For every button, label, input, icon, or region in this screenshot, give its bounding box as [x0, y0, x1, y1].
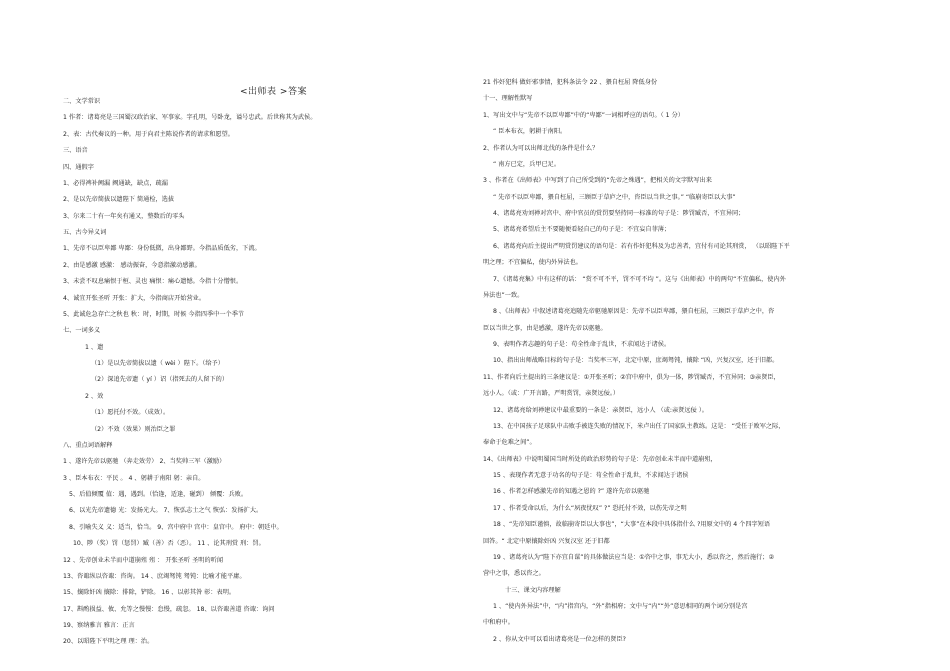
text-line: 14、《出师表》中说明蜀国当时所处的政治形势的句子是：先帝创业未半而中道崩殂，: [483, 455, 717, 463]
text-line: “ 臣本布衣，躬耕于南阳。: [493, 128, 567, 136]
text-line: 2、表：古代奏议的一种。用于向君主陈说作者的请求和愿望。: [63, 130, 234, 138]
text-line: 9、表明作者志趣的句子是：苟全性命于乱世，不求闻达于诸侯。: [493, 341, 671, 348]
text-line: 8 、《出师表》中叙述诸葛亮追随先帝驱驰原因是：先帝不以臣卑鄙，猥自枉屈，三顾臣于草庐之中，咨: [493, 308, 775, 316]
text-line: 7、《诸葛亮集》中有这样的话： “赏不可不平，罚不可不均 ”。这与《出师表》中的两句“不宜偏私，使内外: [493, 275, 786, 283]
section-heading: 四、通假字: [63, 163, 94, 171]
section-heading: 十一、理解性默写: [483, 95, 533, 103]
text-line: 1 、遗: [85, 343, 104, 351]
text-line: 2 、效: [85, 392, 104, 400]
text-line: 奉命于危难之间”。: [483, 439, 536, 447]
text-line: “ 先帝不以臣卑鄙，猥自枉屈，三顾臣于草庐之中，咨臣以当世之事。” “临崩寄臣以大事”: [493, 193, 736, 201]
text-line: 21 作奸犯科 做奸邪事情，犯科条法令 22 、猥自枉屈 降低身份: [483, 79, 658, 86]
text-line: 1 作者：诸葛亮是三国蜀汉政治家、军事家。字孔明，号卧龙，谥号忠武。后世称其为武侯。: [63, 114, 317, 122]
document-title: <出师表 >答案: [240, 87, 307, 97]
text-line: 18 、“先帝知臣谨慎，故临崩寄臣以大事也”，“大事”在本段中具体指什么 ?用原文中的 4 个四字短语: [493, 521, 771, 529]
text-line: 3 、臣本布衣：平民 。 4 、躬耕于南阳 躬：亲自。: [63, 474, 205, 482]
left-column: [63, 76, 468, 646]
text-line: 明之理；不宜偏私，使内外异法也。: [483, 259, 582, 267]
section-heading: 五、古今异义词: [63, 229, 107, 236]
text-line: 中和府中。: [483, 619, 514, 627]
text-line: （1）是以先帝简拔以遗（ wèi ）陛下。（给予）: [91, 360, 224, 367]
text-line: 3 、作者在《出师表》中写到了自己所受到的“先帝之殊遇”，把相关的文字默写出来: [483, 177, 712, 185]
text-line: （1）愿托付不效。（成效）。: [91, 409, 170, 417]
text-line: 10、陟（奖）罚（惩罚）臧（善）否（恶）。 11 、论其刑赏 刑：罚。: [73, 540, 265, 548]
text-line: 16 、作者怎样感激先帝的知遇之恩的 ?” 遂许先帝以驱驰: [493, 488, 650, 496]
text-line: 3、尔来二十有一年矣有通又，整数后的零头: [63, 212, 185, 220]
text-line: 2、作者认为可以出师北伐的条件是什么？: [483, 144, 599, 152]
section-heading: 七、一词多义: [63, 327, 101, 335]
text-line: 17、斟酌损益、攸、允等之慢慢：怠慢，疏忽。 18、以咨诹善道 咨诹：询问: [63, 605, 275, 613]
text-line: 10、指出出师战略目标的句子是：当奖率三军，北定中原，庶竭驽钝，攘除 “凶，兴复汉室，还于旧都。: [493, 357, 779, 365]
text-line: 4、诸葛亮劝刘禅对宫中、府中官员的赏罚要坚持同一标准的句子是：陟罚臧否，不宜异同；: [493, 210, 745, 217]
text-line: 1、先帝不以臣卑鄙 卑鄙：身份低微，出身鄙野。今指品质低劣，下流。: [63, 245, 261, 253]
text-line: 8、引喻失义 义：适当，恰当。 9、宫中府中 宫中：皇宫中。 府中：朝廷中。: [69, 523, 283, 531]
text-line: 5、后值倾覆 值：遇，遇到。（恰逢，适逢，碰到） 倾覆：兵败。: [69, 491, 248, 498]
text-line: 12、诸葛亮给刘禅建议中最重要的一条是：亲贤臣，远小人 （或:亲贤远佞 ）。: [493, 406, 708, 414]
text-line: 13、咨诹纵以咨诹：咨询。 14 、庶竭驽钝 驽钝：比喻才能平庸。: [63, 572, 246, 580]
text-line: 1 、“使内外异法”中，“内”指宫内，“外”指相府；文中与“内”“外”意思相同的两个词分别是宫: [493, 603, 748, 610]
section-heading: 八、重点词语解释: [63, 441, 113, 449]
text-line: 12 、先帝创业未半而中道崩殂 殂 ： 开张圣听 圣明的听闻: [63, 556, 224, 564]
text-line: 2、是以先帝简拔以遗陛下 简通检，选拔: [63, 196, 175, 204]
section-heading: 二、文学常识: [63, 98, 101, 105]
text-line: 17 、作者受命以后，为什么“夙夜忧叹” ?” 恐托付不效，以伤先帝之明: [493, 504, 687, 512]
text-line: 6、诸葛亮向后主提出严明赏罚建议的语句是：若有作奸犯科及为忠善者，宜付有司论其刑赏， （以昭陛下平: [493, 242, 790, 250]
text-line: “ 南方已定，兵甲已足。: [493, 160, 561, 168]
text-line: 19 、诸葛亮认为“陛下亦宜自谋”的具体做法应当是：①咨中之事，事无大小，悉以咨之，然后施行；②: [493, 553, 775, 561]
section-heading: 三、语音: [63, 147, 88, 155]
text-line: 2、由是感激 感激： 感动振奋，今意指激动感激。: [63, 261, 201, 269]
text-line: 4、诚宜开张圣听 开张：扩大，今指商店开始营业。: [63, 294, 206, 302]
text-line: 13、在中国孩子足球队中击败手被连失败的情况下，米卢出任了国家队主教练。这是： “受任于败军之际，: [493, 422, 785, 430]
text-line: 异法也”一致。: [483, 291, 524, 299]
text-line: 3、未尝不叹息痛恨于桓、灵也 痛恨：痛心遗憾。今指十分憎恨。: [63, 278, 243, 286]
text-line: 11、作者向后主提出的三条建议是：①开张圣听；②宫中府中，俱为一体，陟罚臧否，不宜异同；③亲贤臣，: [483, 373, 780, 381]
text-line: 1、必得裨补阙漏 阙通缺，缺点，疏漏: [63, 179, 168, 187]
text-line: 远小人。（或：广开言路，严明赏罚，亲贤远佞。）: [483, 390, 620, 398]
text-line: 15、攘除奸凶 攘除：排除，铲除。 16 、以彰其咎 彰：表明。: [63, 589, 236, 597]
text-line: 臣以当世之事，由是感激，遂许先帝以驱驰。: [483, 324, 607, 332]
text-line: 1 、遂许先帝以驱驰 （奔走效劳） 2、当奖帅三军（激励）: [63, 458, 226, 466]
text-line: 20、以昭陛下平明之理 理：治。: [63, 638, 154, 646]
section-heading: 十三、课文内容理解: [505, 586, 561, 594]
text-line: 5、诸葛亮希望后主不要随便看轻自己的句子是：不宜妄自菲薄；: [493, 226, 671, 234]
text-line: 5、此诚危急存亡之秋也 秋：时，时期，时候 今指四季中一个季节: [63, 310, 245, 318]
text-line: （2）不效（效果）则治臣之罪: [91, 425, 176, 433]
text-line: 回答。“ 北定中原攘除奸凶 兴复汉室 还于旧都: [483, 537, 610, 545]
right-column: [483, 80, 903, 643]
text-line: 2 、你从文中可以看出诸葛亮是一位怎样的贤臣?: [493, 635, 626, 643]
text-line: 6、以光先帝遗德 光：发扬光大。 7、恢弘志士之气 恢弘：发扬扩大。: [69, 507, 263, 515]
text-line: 19、察纳雅言 雅言：正言: [63, 622, 135, 629]
text-line: 营中之事，悉以咨之。: [483, 570, 545, 578]
text-line: 1、写出文中与“先帝不以臣卑鄙”中的“卑鄙”一词相呼应的语句。（ 1 分）: [483, 111, 684, 119]
text-line: 15 、表现作者无意于功名的句子是：苟全性命于乱世，不求闻达于诸侯: [493, 472, 689, 479]
text-line: （2）深追先帝遗（ yí ）诏（指死去的人留下的）: [91, 376, 228, 384]
